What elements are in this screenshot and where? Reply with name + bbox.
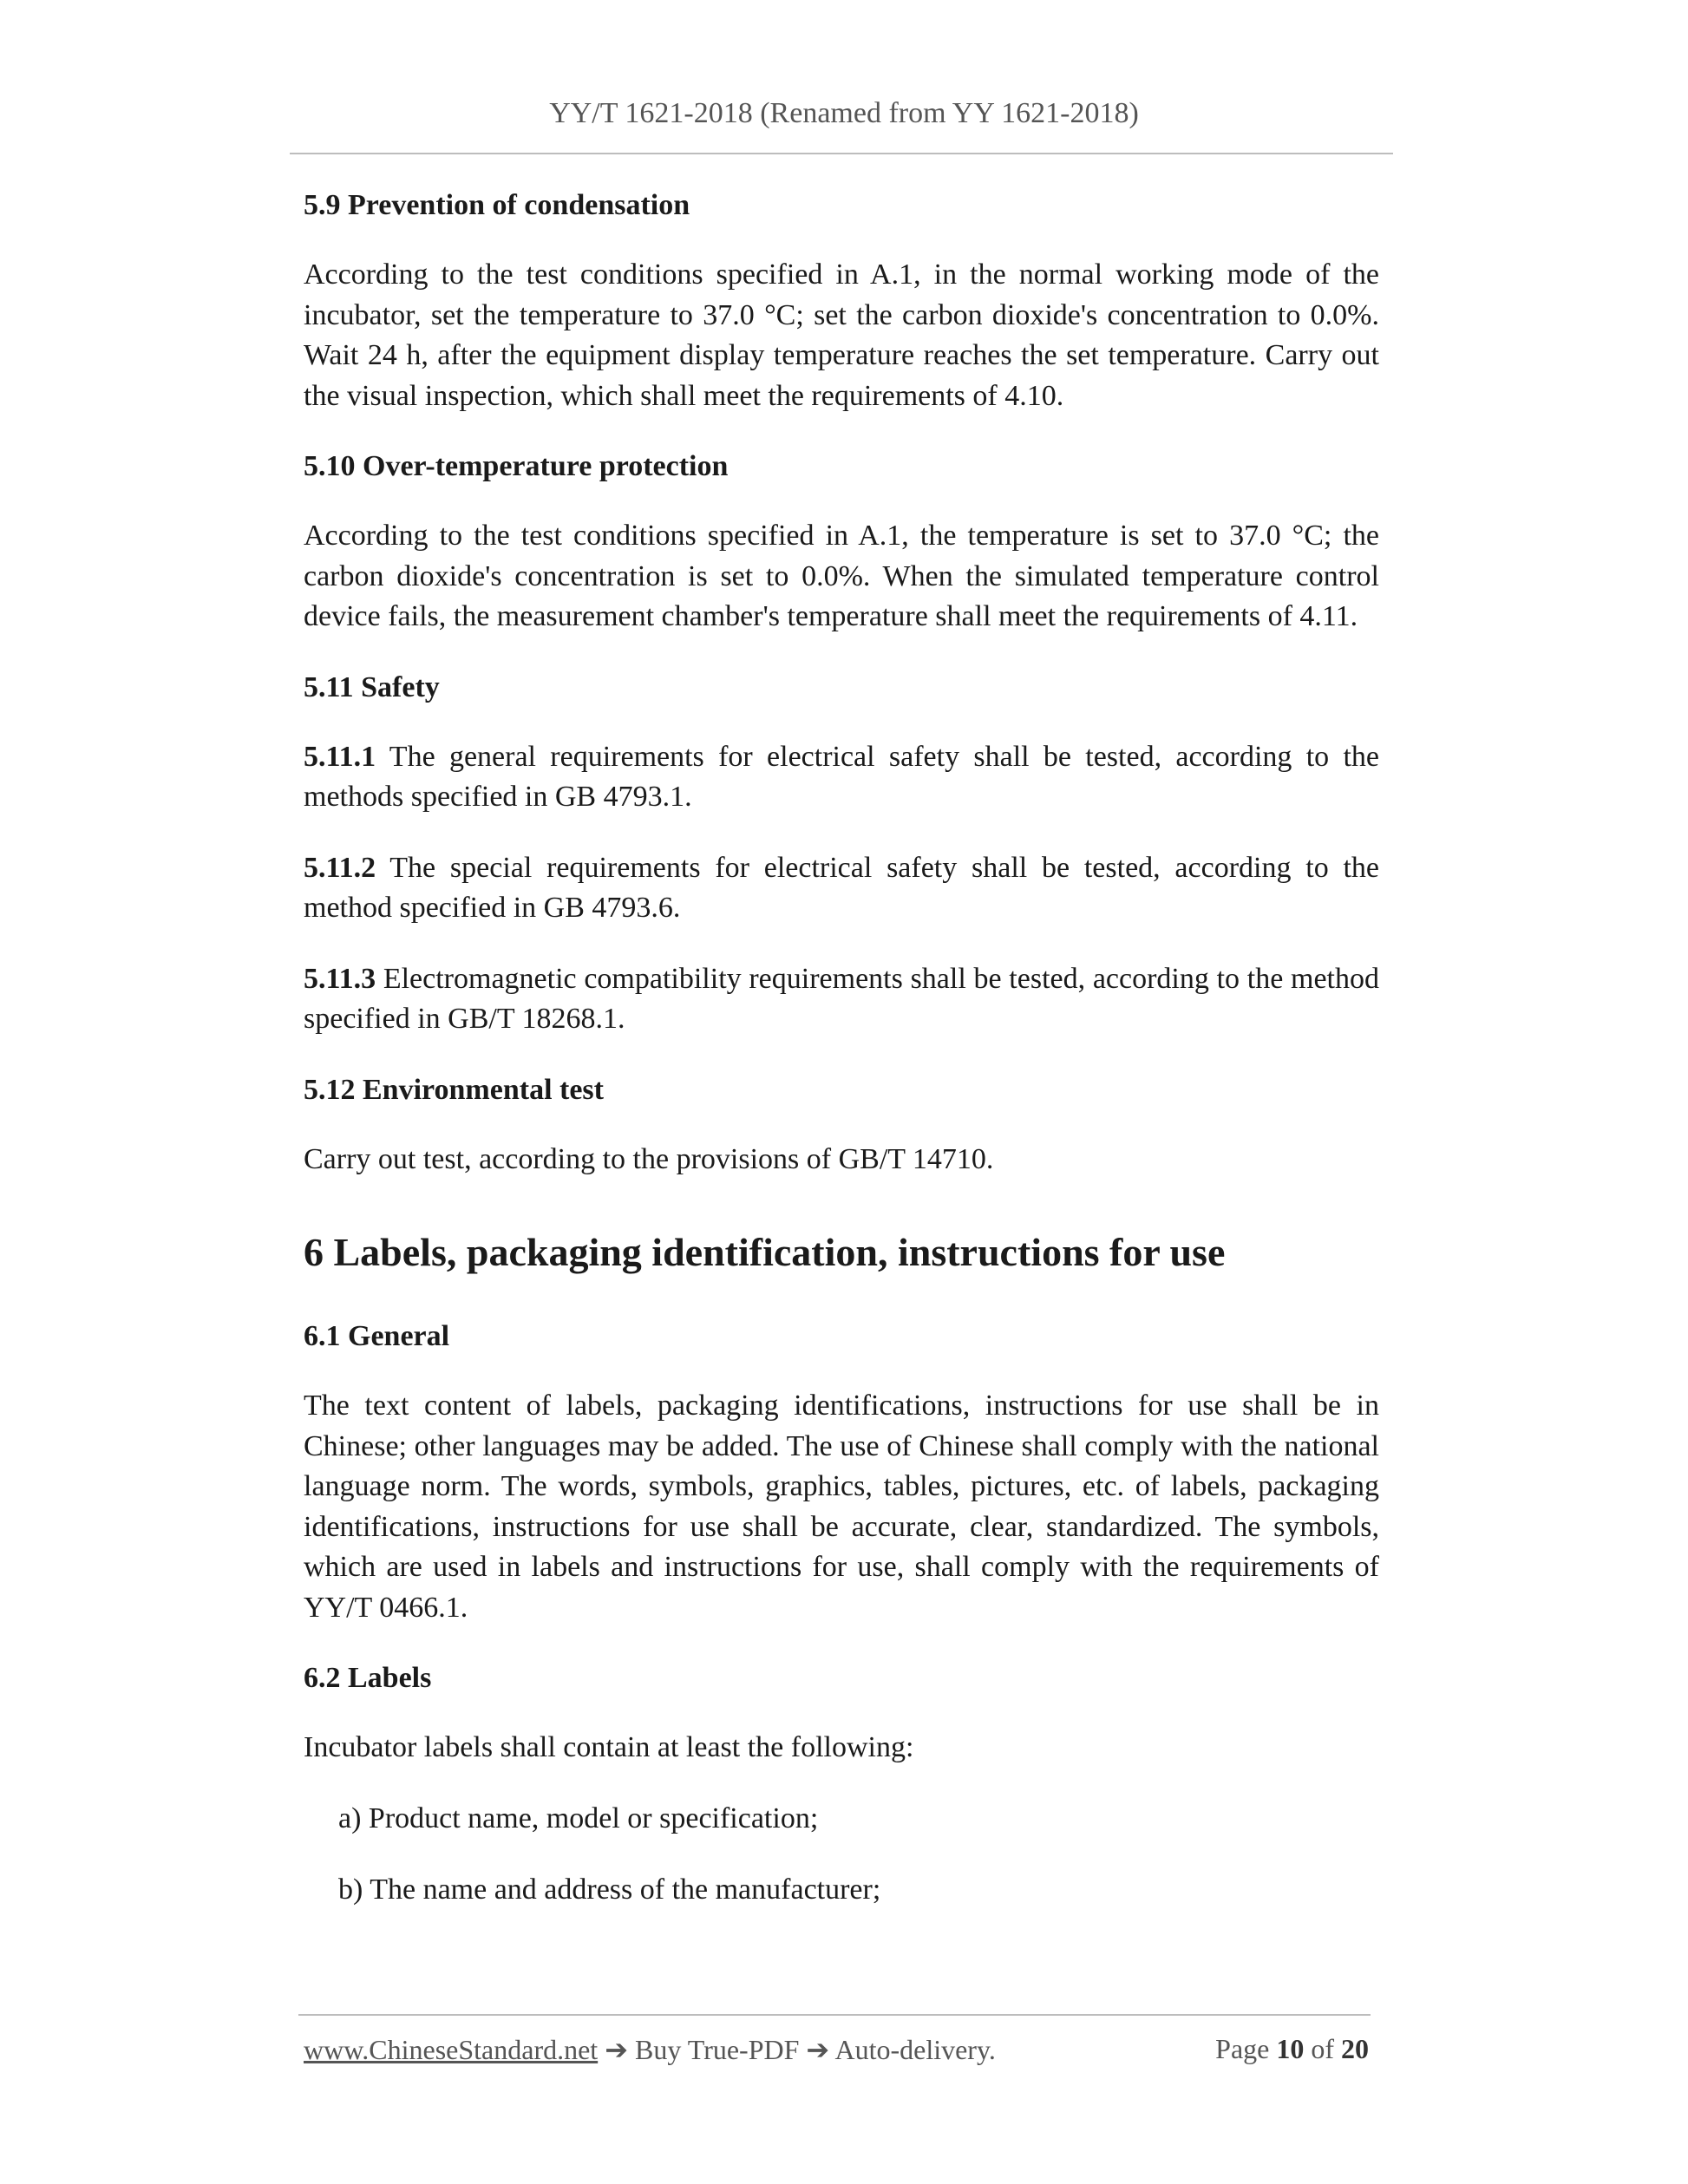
clause-text: The special requirements for electrical safety shall be tested, according to the method specified in GB 4793.6. <box>304 851 1379 924</box>
page-content <box>304 186 1379 1941</box>
page-word: Page <box>1215 2033 1270 2064</box>
clause-text: Electromagnetic compatibility requirements shall be tested, according to the method specified in GB/T 18268.1. <box>304 962 1379 1035</box>
arrow-right-icon: ➔ <box>605 2034 628 2065</box>
paragraph-5-9: According to the test conditions specified in A.1, in the normal working mode of the incubator, set the temperature to 37.0 °C; set the carbon dioxide's concentration to 0.0%. Wait 24 h, after the equipment display temperature reaches the set temperature. Carry out the visual inspection, which shall meet the requirements of 4.10. <box>304 258 1379 412</box>
paragraph-5-11-1 <box>304 737 1379 818</box>
list-item: b) The name and address of the manufacturer; <box>338 1873 881 1906</box>
clause-number: 5.11.3 <box>304 962 376 995</box>
paragraph-5-10: According to the test conditions specified in A.1, the temperature is set to 37.0 °C; the carbon dioxide's concentration is set to 0.0%. When the simulated temperature control device fails, the measurement chamber's temperature shall meet the requirements of 4.11. <box>304 520 1379 632</box>
current-page: 10 <box>1276 2033 1305 2064</box>
clause-number: 5.11.2 <box>304 851 376 884</box>
page-number <box>1215 2033 1369 2065</box>
heading-6-2: 6.2 Labels <box>304 1662 432 1694</box>
paragraph-5-12: Carry out test, according to the provisions of GB/T 14710. <box>304 1142 994 1175</box>
list-item: a) Product name, model or specification; <box>338 1801 819 1834</box>
buy-text: Buy True-PDF <box>628 2034 807 2065</box>
heading-6: 6 Labels, packaging identification, instructions for use <box>304 1230 1226 1274</box>
clause-text: The general requirements for electrical safety shall be tested, according to the methods specified in GB 4793.1. <box>304 740 1379 813</box>
paragraph-6-1: The text content of labels, packaging identifications, instructions for use shall be in Chinese; other languages may be added. The use of Chinese shall comply with the national language norm. The words, symbols, graphics, tables, pictures, etc. of labels, packaging identifications, instructions for use shall be accurate, clear, standardized. The symbols, which are used in labels and instructions for use, shall comply with the requirements of YY/T 0466.1. <box>304 1390 1379 1624</box>
clause-number: 5.11.1 <box>304 740 376 773</box>
heading-5-12: 5.12 Environmental test <box>304 1073 604 1106</box>
heading-5-11: 5.11 Safety <box>304 670 440 703</box>
auto-delivery-text: Auto-delivery. <box>829 2034 996 2065</box>
page-header: YY/T 1621-2018 (Renamed from YY 1621-2018) <box>549 97 1139 129</box>
footer-divider <box>298 2014 1371 2016</box>
arrow-right-icon: ➔ <box>806 2034 830 2065</box>
header-divider <box>290 153 1393 154</box>
heading-6-1: 6.1 General <box>304 1320 450 1352</box>
paragraph-6-2: Incubator labels shall contain at least the following: <box>304 1731 914 1763</box>
paragraph-5-11-3 <box>304 959 1379 1040</box>
website-link[interactable]: www.ChineseStandard.net <box>304 2034 599 2065</box>
total-pages: 20 <box>1341 2033 1369 2064</box>
of-word: of <box>1311 2033 1334 2064</box>
heading-5-10: 5.10 Over-temperature protection <box>304 450 729 482</box>
paragraph-5-11-2 <box>304 848 1379 929</box>
footer-promo <box>304 2033 996 2066</box>
heading-5-9: 5.9 Prevention of condensation <box>304 189 690 221</box>
